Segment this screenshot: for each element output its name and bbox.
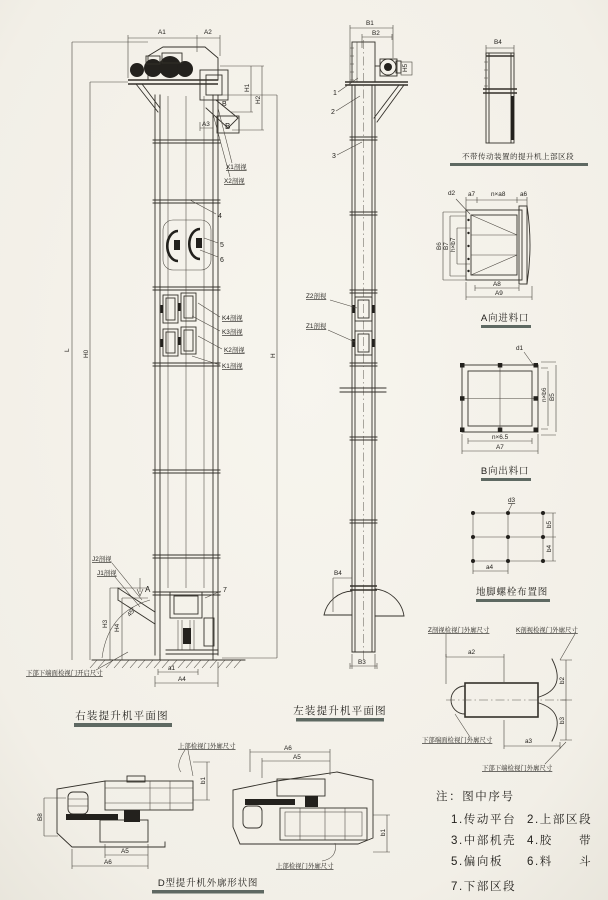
bottom-lower-door-label: 下部下端检视门外廓尺寸 [482, 765, 553, 772]
dim-h1-label: H1 [244, 83, 251, 92]
part-2: 2 [331, 109, 335, 116]
section-k1-label: K1剖视 [222, 363, 243, 370]
view-b-arrow-label: B [222, 101, 227, 108]
dim-a3-small-label: a3 [525, 738, 533, 745]
dim-b5-label: B5 [549, 393, 556, 401]
notes-title: 注：图中序号 [436, 791, 515, 803]
caption-anchor-bolts: 地脚螺栓布置图 [475, 587, 549, 598]
dim-a6-label: A6 [104, 859, 112, 866]
dim-b1-label: B1 [366, 20, 374, 27]
note-item-3: 3.中部机壳 [451, 835, 517, 847]
caption-underline [450, 163, 588, 166]
caption-underline [481, 325, 531, 328]
note-item-7: 7.下部区段 [451, 881, 517, 893]
dim-angle-label: 45° [126, 606, 138, 619]
k-door-outline-label: K剖视检视门外廓尺寸 [516, 627, 578, 634]
section-z1-label: Z1剖视 [306, 323, 327, 330]
dim-nb6-label: n×b6 [541, 387, 548, 402]
dim-b1-label-right: b1 [380, 828, 387, 836]
dim-a4-small-label: a4 [486, 564, 494, 571]
caption-left-mounted: 左装提升机平面图 [293, 705, 387, 717]
boot-door-note: 下部下端面检视门开启尺寸 [26, 670, 103, 677]
caption-underline [74, 723, 172, 727]
dim-a4-label: A4 [178, 676, 186, 683]
dim-b4-label: B4 [334, 570, 342, 577]
dim-b4-label: B4 [494, 39, 502, 46]
dim-na8-label: n×a8 [491, 191, 506, 198]
dim-a1-label: A1 [158, 29, 166, 36]
dim-b2-label: B2 [372, 30, 380, 37]
dim-a3: A3 [202, 121, 210, 128]
dim-a7-big-label: A7 [496, 444, 504, 451]
dim-a5-label: A5 [121, 848, 129, 855]
section-j2-label: J2剖视 [92, 556, 112, 563]
dim-h2-label: H2 [255, 95, 262, 104]
dim-h0-label: H0 [83, 349, 90, 358]
dim-n65-label: n×6.5 [492, 434, 509, 441]
dim-a9-label: A9 [495, 290, 503, 297]
caption-underline [152, 890, 264, 894]
dim-l-label: L [64, 348, 71, 352]
dim-a6-label-right: A6 [284, 745, 292, 752]
part-7: 7 [223, 587, 227, 594]
bottom-face-door-label: 下部端面检视门外廓尺寸 [422, 737, 493, 744]
note-item-5: 5.偏向板 [451, 856, 504, 868]
caption-outlet: B向出料口 [480, 466, 530, 477]
caption-right-mounted: 右装提升机平面图 [75, 710, 169, 722]
section-k3-label: K3剖视 [222, 329, 243, 336]
caption-upper-section: 不带传动装置的提升机上部区段 [462, 152, 574, 161]
view-a-arrow-label: A [145, 585, 151, 594]
dim-d2-label: d2 [448, 190, 456, 197]
caption-underline [296, 718, 384, 722]
dim-a2-label: a2 [468, 649, 476, 656]
caption-outline-shape: D型提升机外廓形状图 [157, 878, 259, 889]
dim-a8-label: A8 [493, 281, 501, 288]
section-k2-label: K2剖视 [224, 347, 245, 354]
dim-h-label: H [270, 353, 277, 358]
dim-b4-small-label: b4 [546, 544, 553, 552]
part-1: 1 [333, 90, 337, 97]
dim-h4-label: H4 [114, 623, 121, 632]
upper-door-outline-label-right: 上部检视门外廓尺寸 [276, 863, 334, 870]
note-item-2: 2.上部区段 [527, 814, 593, 826]
note-item-6: 6.料 斗 [527, 856, 593, 868]
dim-a5-label-right: A5 [293, 754, 301, 761]
dim-a1-small-label: a1 [168, 665, 176, 672]
dim-b7-label: B7 [443, 242, 450, 250]
section-z2-label: Z2剖视 [306, 293, 327, 300]
z-door-outline-label: Z剖视检视门外廓尺寸 [428, 627, 490, 634]
dim-h5-label: H5 [402, 63, 409, 72]
dim-b3-label: b3 [559, 716, 566, 724]
section-j1-label: J1剖视 [97, 570, 117, 577]
caption-inlet: A向进料口 [480, 313, 530, 324]
note-item-4: 4.胶 带 [527, 835, 593, 847]
part-4: 4 [218, 213, 222, 220]
part-6: 6 [220, 257, 224, 264]
dim-d3-label: d3 [508, 497, 516, 504]
dim-b3-label: B3 [358, 659, 366, 666]
dim-b8-label: B8 [37, 813, 44, 821]
part-3: 3 [332, 153, 336, 160]
dim-a6-label: a6 [520, 191, 528, 198]
part-5: 5 [220, 242, 224, 249]
note-item-1: 1.传动平台 [451, 814, 517, 826]
view-b-box-label: B [225, 122, 231, 131]
section-k4-label: K4剖视 [222, 315, 243, 322]
dim-a7-label: a7 [468, 191, 476, 198]
dim-b5-small-label: b5 [546, 520, 553, 528]
dim-hb7-label: h×b7 [450, 237, 457, 252]
caption-underline [476, 599, 550, 602]
section-x2-label: X2剖视 [224, 178, 245, 185]
dim-d1-label: d1 [516, 345, 524, 352]
dim-a2-label: A2 [204, 29, 212, 36]
section-x1-label: X1剖视 [226, 164, 247, 171]
upper-door-outline-label-left: 上部检视门外廓尺寸 [178, 743, 236, 750]
caption-underline [481, 478, 531, 481]
dim-b1-label: b1 [200, 776, 207, 784]
dim-b2-label: b2 [559, 676, 566, 684]
dim-h3-label: H3 [102, 619, 109, 628]
dim-b6-label: B6 [436, 242, 443, 250]
